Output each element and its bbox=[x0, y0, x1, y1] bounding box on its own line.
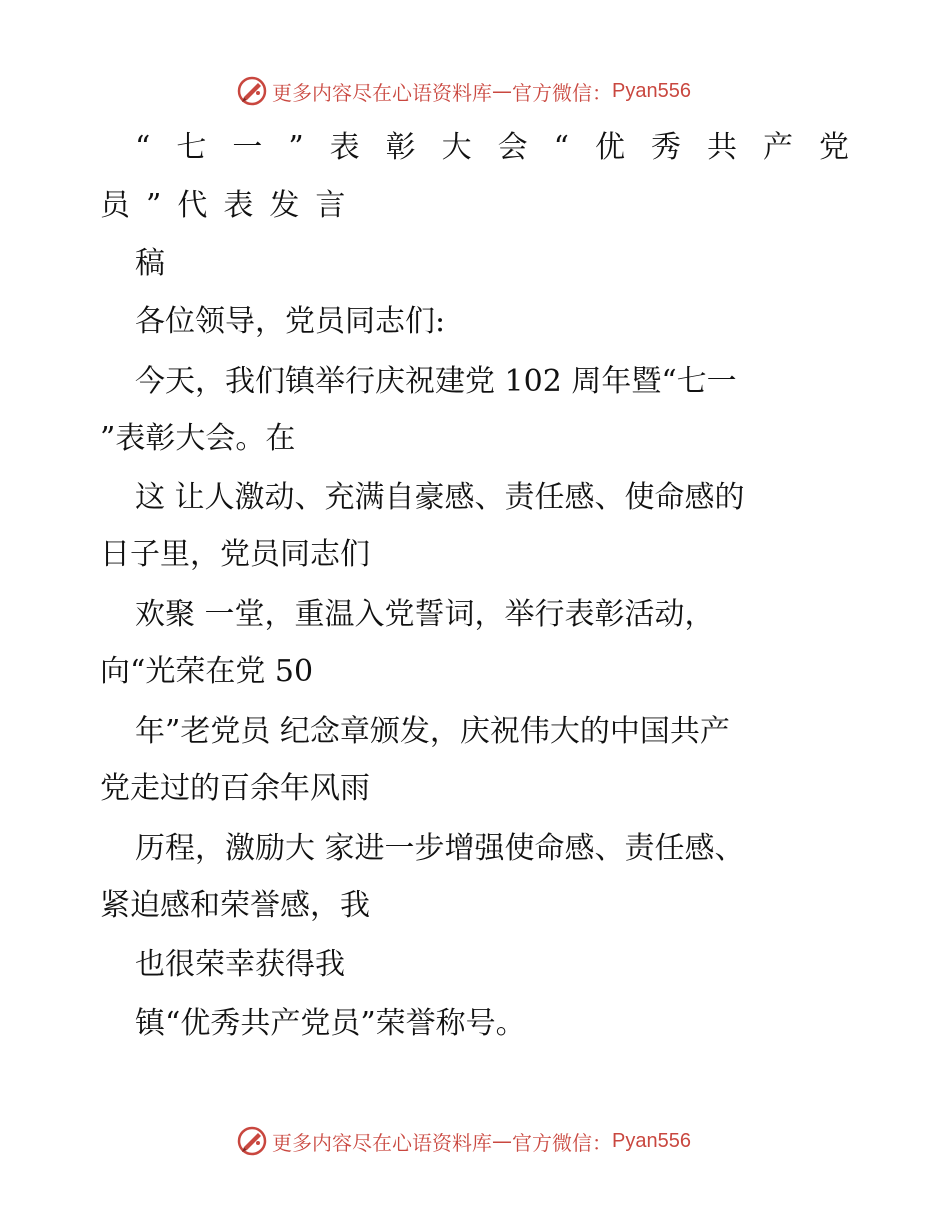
footer-watermark bbox=[0, 1120, 950, 1160]
paragraph-line: 年”老党员 纪念章颁发，庆祝伟大的中国共产 bbox=[135, 714, 730, 749]
paragraph-line: 紧迫感和荣誉感，我 bbox=[100, 888, 370, 923]
paragraph-line: 今天，我们镇举行庆祝建党 102 周年暨“七一 bbox=[135, 364, 737, 399]
watermark-handle: Pyan556 bbox=[612, 1129, 691, 1152]
watermark-dash: — bbox=[492, 79, 512, 103]
document-title-line-2: 员”代表发言 bbox=[100, 188, 362, 223]
document-title-line-3: 稿 bbox=[135, 246, 165, 281]
watermark-group bbox=[236, 1124, 691, 1158]
paragraph-line: 这 让人激动、充满自豪感、责任感、使命感的 bbox=[135, 480, 745, 515]
paragraph-line: 欢聚 一堂，重温入党誓词，举行表彰活动， bbox=[135, 597, 715, 632]
watermark-dash: — bbox=[492, 1129, 512, 1153]
watermark-text: 更多内容尽在心语资料库 bbox=[272, 1130, 492, 1155]
paragraph-line: 党走过的百余年风雨 bbox=[100, 771, 370, 806]
paragraph-line: ”表彰大会。在 bbox=[100, 421, 296, 456]
paragraph-line: 各位领导，党员同志们: bbox=[135, 304, 446, 339]
pen-logo-icon bbox=[236, 1125, 268, 1157]
watermark-text: 更多内容尽在心语资料库 bbox=[272, 80, 492, 105]
watermark-handle: Pyan556 bbox=[612, 79, 691, 102]
paragraph-line: 镇“优秀共产党员”荣誉称号。 bbox=[135, 1006, 526, 1041]
paragraph-line: 向“光荣在党 50 bbox=[100, 654, 314, 689]
watermark-suffix: 官方微信： bbox=[512, 80, 612, 105]
paragraph-line: 日子里，党员同志们 bbox=[100, 537, 370, 572]
header-watermark bbox=[0, 70, 950, 110]
watermark-group bbox=[236, 74, 691, 108]
paragraph-line: 也很荣幸获得我 bbox=[135, 947, 345, 982]
document-title-line-1: “七一”表彰大会“优秀共产党 bbox=[135, 130, 876, 165]
paragraph-line: 历程，激励大 家进一步增强使命感、责任感、 bbox=[135, 831, 745, 866]
watermark-suffix: 官方微信： bbox=[512, 1130, 612, 1155]
pen-logo-icon bbox=[236, 75, 268, 107]
